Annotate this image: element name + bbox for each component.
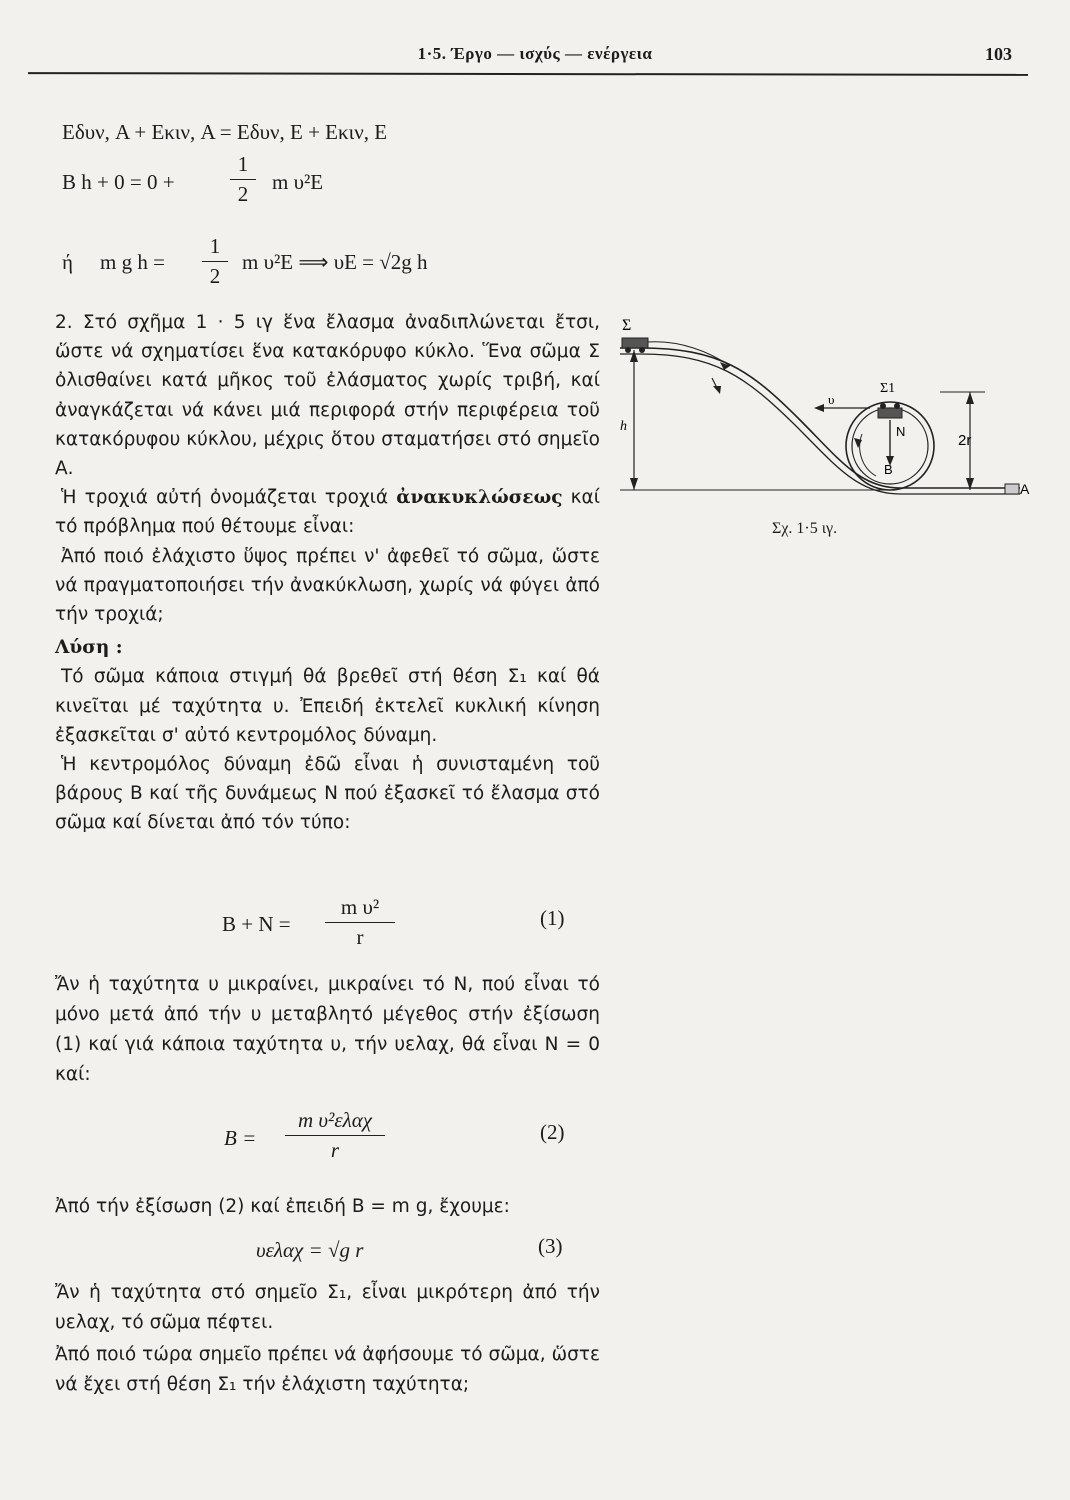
label-sigma: Σ: [622, 317, 632, 334]
rotation-arrow: [860, 434, 876, 476]
diameter-arrow-top: [966, 392, 974, 404]
label-b: B: [884, 462, 893, 477]
slide-direction-arrowhead: [713, 386, 721, 394]
energy-equation-3-prefix: ή: [62, 250, 73, 274]
label-velocity: υ: [828, 392, 835, 407]
p2-post: καί τό πρόβλημα πού θέτουμε εἶναι:: [55, 487, 600, 538]
problem-paragraph-1: 2. Στό σχῆμα 1 · 5 ιγ ἕνα ἔλασμα ἀναδιπλώνεται ἔτσι, ὥστε νά σχηματίσει ἕνα κατακόρυφο κύκλο. Ἕνα σῶμα Σ ὀλισθαίνει κατά μῆκος τοῦ ἐλάσματος χωρίς τριβή, καί ἀναγκάζεται νά κάνει μιά περιφορά στήν περιφέρεια τοῦ κατακόρυφου κύκλου, μέχρις ὅτου σταματήσει στό σημεῖο Α.: [55, 312, 600, 480]
p2-pre: Ἡ τροχιά αὐτή ὀνομάζεται τροχιά: [61, 487, 389, 509]
eq2-denominator: r: [330, 1138, 340, 1162]
problem-question: Ἀπό ποιό ἐλάχιστο ὕψος πρέπει ν' ἀφεθεῖ τό σῶμα, ὥστε νά πραγματοποιήσει τήν ἀνακύκλωση, χωρίς νά φύγει ἀπό τήν τροχιά;: [55, 545, 600, 626]
track-inner: [620, 354, 1020, 494]
track-outer: [620, 348, 1020, 488]
cart-wheel-icon: [625, 347, 631, 353]
page-number: 103: [985, 44, 1012, 64]
eq2-fraction: [285, 1108, 385, 1163]
fraction-numerator: 1: [209, 234, 221, 258]
label-2r: 2r: [958, 432, 972, 449]
fraction-numerator: 1: [237, 152, 249, 176]
fraction-denominator: 2: [237, 182, 249, 206]
paragraph-final: Ἀπό ποιό τώρα σημεῖο πρέπει νά ἀφήσουμε τό σῶμα, ὥστε νά ἔχει στή θέση Σ₁ τήν ἐλάχιστη ταχύτητα;: [55, 1344, 600, 1395]
energy-equation-3-right: m υ²E ⟹ υE = √2g h: [242, 250, 428, 274]
height-arrow-bottom: [630, 478, 638, 490]
cart-wheel-icon: [639, 347, 645, 353]
solution-label-text: Λύση :: [55, 637, 123, 659]
energy-equation-1: Eδυν, A + Eκιν, A = Eδυν, E + Eκιν, E: [62, 120, 388, 144]
eq3-expr: υελαχ = √g r: [256, 1238, 364, 1262]
cart-wheel-icon: [880, 403, 886, 409]
term-bold: ἀνακυκλώσεως: [396, 487, 563, 509]
eq1-numerator: m υ²: [340, 895, 380, 919]
problem-text: [55, 308, 600, 838]
energy-equation-3-left: m g h =: [100, 250, 165, 274]
label-h: h: [620, 419, 627, 434]
eq1-label: (1): [540, 906, 565, 930]
body-sigma-cart: [622, 338, 648, 348]
label-sigma1: Σ1: [880, 381, 896, 396]
solution-label: [55, 633, 600, 662]
running-header: 1·5. Έργο — ισχύς — ενέργεια: [417, 44, 653, 63]
energy-equation-2-left: B h + 0 = 0 +: [62, 170, 175, 194]
eq2-label: (2): [540, 1120, 565, 1144]
solution-paragraph-2: Ἡ κεντρομόλος δύναμη ἐδῶ εἶναι ἡ συνισταμένη τοῦ βάρους B καί τῆς δυνάμεως N πού ἐξασκεῖ τό ἔλασμα στό σῶμα καί δίνεται ἀπό τόν τύπο:: [55, 754, 600, 834]
loop-track-figure: [600, 300, 1040, 515]
eq3-label: (3): [538, 1234, 563, 1258]
body-sigma1-cart: [878, 408, 902, 418]
cart-wheel-icon: [894, 403, 900, 409]
height-arrow-top: [630, 350, 638, 362]
eq1-fraction: [325, 895, 395, 950]
fraction-half-2: [202, 234, 228, 289]
eq2-numerator: m υ²ελαχ: [298, 1108, 372, 1132]
fraction-half-1: [230, 152, 256, 207]
solution-paragraph-1: Τό σῶμα κάποια στιγμή θά βρεθεῖ στή θέση Σ₁ καί θά κινεῖται μέ ταχύτητα υ. Ἐπειδή ἐκτελεῖ κυκλική κίνηση ἐξασκεῖται σ' αὐτό κεντρομόλος δύναμη.: [55, 666, 600, 746]
eq1-denominator: r: [356, 925, 364, 949]
energy-equation-2-right: m υ²E: [272, 170, 324, 194]
velocity-arrowhead: [814, 404, 824, 412]
label-n: N: [896, 424, 906, 439]
problem-paragraph-2: [55, 483, 600, 541]
eq1-left: B + N =: [222, 912, 291, 936]
label-a: A: [1020, 481, 1030, 497]
figure-caption: Σχ. 1·5 ιγ.: [772, 520, 838, 537]
paragraph-after-eq2: Ἀπό τήν ἐξίσωση (2) καί ἐπειδή B = m g, ἔχουμε:: [55, 1196, 510, 1217]
header-rule: [28, 72, 1028, 76]
eq2-left: B =: [224, 1126, 257, 1150]
fraction-denominator: 2: [209, 264, 221, 288]
paragraph-after-eq3: Ἄν ἡ ταχύτητα στό σημεῖο Σ₁, εἶναι μικρότερη ἀπό τήν υελαχ, τό σῶμα πέφτει.: [55, 1282, 600, 1333]
point-a-block: [1005, 484, 1019, 494]
paragraph-after-eq1: Ἄν ἡ ταχύτητα υ μικραίνει, μικραίνει τό N, πού εἶναι τό μόνο μετά ἀπό τήν υ μεταβλητό μέγεθος στήν ἐξίσωση (1) καί γιά κάποια ταχύτητα υ, τήν υελαχ, θά εἶναι N = 0 καί:: [55, 974, 600, 1085]
motion-arrow-path: [648, 342, 730, 366]
